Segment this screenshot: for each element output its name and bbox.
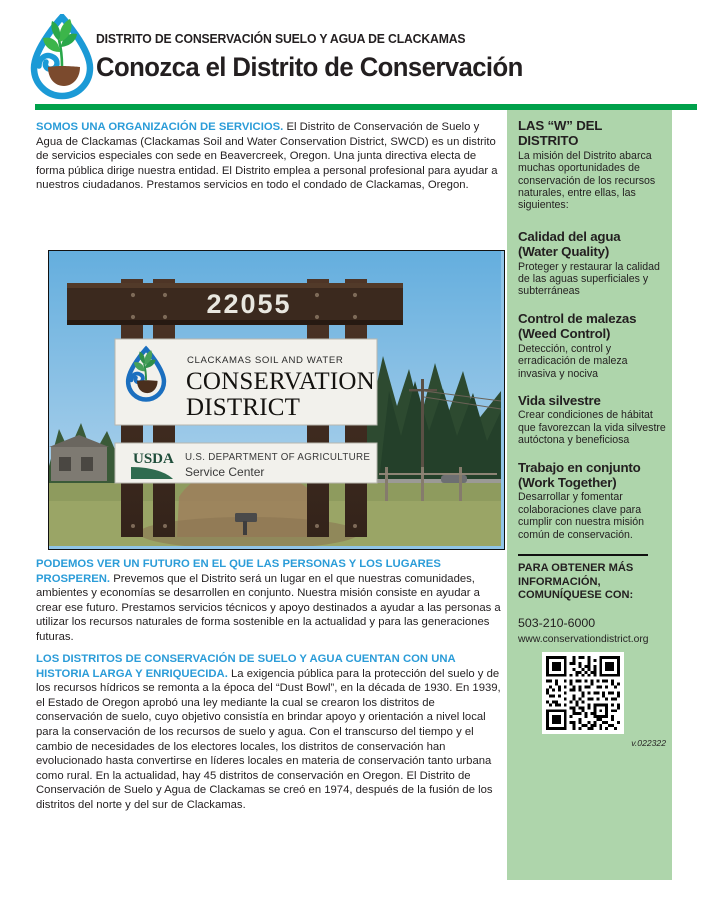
paragraph-lead: PODEMOS VER UN FUTURO EN EL QUE LAS PERSONAS Y LOS LUGARES PROSPEREN.	[36, 558, 441, 585]
organization-kicker: DISTRITO DE CONSERVACIÓN SUELO Y AGUA DE CLACKAMAS	[96, 32, 466, 46]
paragraph-body: Prevemos que el Distrito será un lugar en el que nuestras comunidades, ambientes y economías se desarrollen en conjunto. Nuestra misión consiste en ayudar a crear ese futuro. Prestamos servicios técnicos y apoyo destinados a ayudar a las personas a utilizar los recursos naturales de forma sostenible en la actualidad y para las generaciones futuras.	[36, 572, 501, 643]
district-entrance-sign-photo	[48, 250, 505, 550]
block-body: Desarrollar y fomentar colaboraciones clave para cumplir con nuestra misión común de conservación.	[518, 491, 644, 541]
contact-phone[interactable]: 503-210-6000	[518, 616, 596, 631]
page-title: Conozca el Distrito de Conservación	[96, 51, 523, 82]
sidebar-contact-block	[518, 562, 666, 646]
photo-sign-line1: CONSERVATION	[186, 368, 375, 395]
main-content-column	[36, 120, 504, 811]
contact-heading-line1: PARA OBTENER MÁS	[518, 562, 634, 575]
photo-usda-line1: U.S. DEPARTMENT OF AGRICULTURE	[185, 452, 371, 463]
block-title-line2: (Work Together)	[518, 474, 617, 490]
paragraph-history	[36, 652, 502, 813]
contact-heading-line3: COMUNÍQUESE CON:	[518, 588, 634, 601]
photo-usda-line2: Service Center	[185, 465, 265, 479]
contact-heading-line2: INFORMACIÓN,	[518, 575, 601, 588]
sidebar-divider	[518, 554, 648, 557]
qr-code[interactable]	[542, 652, 624, 734]
qr-code-icon	[546, 656, 620, 730]
paragraph-vision	[36, 557, 502, 645]
sidebar-panel	[507, 110, 672, 880]
paragraph-lead: LOS DISTRITOS DE CONSERVACIÓN DE SUELO Y AGUA CUENTAN CON UNA HISTORIA LARGA Y ENRIQUECIDA.	[36, 653, 456, 680]
paragraph-body: El Distrito de Conservación de Suelo y Agua de Clackamas (Clackamas Soil and Water Conservation District, SWCD) es un distrito de servicios especiales con sede en Beavercreek, Oregon. Una junta directiva electa de forma pública dirige nuestra entidad. El Distrito emplea a personal profesional para ayudar a nuestros ciudadanos. Prestamos servicios en todo el condado de Clackamas, Oregon.	[36, 121, 498, 192]
photo-sign-kicker: CLACKAMAS SOIL AND WATER	[187, 355, 344, 366]
sidebar-heading-line2: DISTRITO	[518, 133, 579, 149]
sidebar-intro-text: La misión del Distrito abarca muchas oportunidades de conservación de los recursos naturales, entre ellas, las siguientes:	[518, 149, 656, 212]
paragraph-lead: SOMOS UNA ORGANIZACIÓN DE SERVICIOS.	[36, 121, 284, 133]
block-body: Detección, control y erradicación de maleza invasiva y nociva	[518, 342, 628, 380]
paragraph-body: La exigencia pública para la protección del suelo y de los recursos hídricos se remonta a la época del “Dust Bowl”, en la década de 1930. En 1939, el Estado de Oregon aprobó una ley mediante la cual se crearon los distritos de conservación de suelo, cuyo objetivo consistía en brindar apoyo y orientación a nivel local para la conservación de los recursos de suelo y agua. Con el transcurso del tiempo y el cambio de necesidades de los electores locales, los distritos de conservación han evolucionado hasta convertirse en líderes locales en materia de conservación tanto urbana como rural. En la actualidad, hay 45 distritos de conservación en Oregon. El Distrito de Conservación de Suelo y Agua de Clackamas se creó en 1974, después de la fusión de los distritos del norte y del sur de Clackamas.	[36, 667, 501, 811]
block-title-line2: (Water Quality)	[518, 244, 610, 260]
photo-sign-line2: DISTRICT	[186, 394, 301, 421]
district-logo	[26, 14, 98, 102]
block-title-line1: Vida silvestre	[518, 392, 601, 408]
water-drop-plant-soil-logo-icon	[26, 14, 98, 102]
page-header	[0, 0, 706, 104]
sidebar-heading-line1: LAS “W” DEL	[518, 118, 603, 133]
photo-usda-mark: USDA	[133, 451, 174, 467]
sidebar-block-wildlife	[518, 393, 666, 447]
header-text-block	[96, 33, 696, 82]
block-body: Proteger y restaurar la calidad de las aguas superficiales y subterráneas	[518, 260, 660, 298]
block-title-line1: Control de malezas	[518, 310, 637, 326]
contact-website-url[interactable]: www.conservationdistrict.org	[518, 634, 649, 646]
version-label: v.022322	[631, 738, 666, 749]
block-body: Crear condiciones de hábitat que favorezcan la vida silvestre autóctona y beneficiosa	[518, 409, 666, 447]
paragraph-services	[36, 120, 502, 193]
sidebar-block-weed-control	[518, 311, 666, 380]
photo-address-number: 22055	[206, 289, 292, 319]
sidebar-intro-block	[518, 118, 666, 212]
block-title-line1: Trabajo en conjunto	[518, 459, 641, 475]
block-title-line2: (Weed Control)	[518, 326, 611, 342]
sidebar-block-work-together	[518, 460, 666, 541]
sidebar-block-water-quality	[518, 229, 666, 298]
block-title-line1: Calidad del agua	[518, 228, 621, 244]
